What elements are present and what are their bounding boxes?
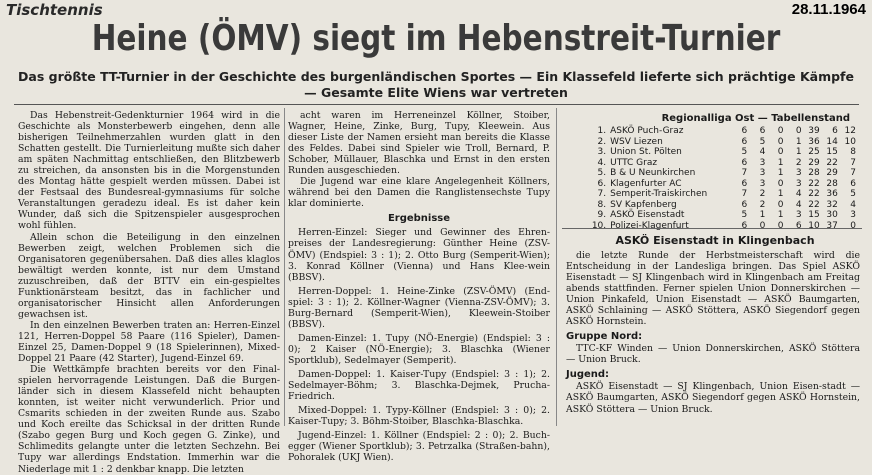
result-entry: Mixed-Doppel: 1. Typy-Köllner (Endspiel: 3 : 0); 2. Kaiser-Tupy; 3. Böhm-Stoiber, Blaschka-Blaschka. (288, 405, 550, 428)
standings-cell-p: 6 (741, 178, 748, 189)
standings-cell-rank: 7. (597, 189, 607, 199)
standings-cell-w: 6 (759, 126, 766, 136)
standings-cell-a: 37 (826, 220, 838, 231)
standings-cell-pts: 8 (850, 147, 856, 157)
standings-cell-team: Klagenfurter AC (610, 178, 682, 189)
standings-cell-l: 6 (795, 220, 802, 231)
standings-cell-a: 28 (826, 178, 838, 189)
box-rule (562, 228, 862, 229)
standings-cell-p: 6 (741, 199, 748, 210)
standings-cell-f: 29 (808, 157, 820, 168)
standings-cell-team: Semperit-Traiskirchen (610, 189, 708, 199)
standings-cell-d: 0 (777, 220, 784, 231)
paragraph: die letzte Runde der Herbstmeisterschaft wird die Entscheidung in der Landesliga bringen. Das Spiel ASKÖ Eisenstadt — SJ Klingenbach wird in Klingenbach am Freitag abends stattfinden. Ferner spielen Union Donnerskirchen — Union Pinkafeld, Union Eisenstadt — ASKÖ Baumgarten, ASKÖ Schlaining — ASKÖ Stöttera, ASKÖ Siegendorf gegen ASKÖ Hornstein. (566, 250, 860, 328)
standings-cell-w: 3 (759, 168, 766, 178)
standings-cell-l: 3 (795, 178, 802, 189)
issue-date: 28.11.1964 (791, 1, 866, 18)
result-entry: Jugend-Einzel: 1. Köllner (Endspiel: 2 : 0); 2. Buch-egger (Wiener Sportklub); 3. Petrzalka (Straßen-bahn), Pohoralek (UKJ Wien). (288, 430, 550, 464)
standings-cell-pts: 3 (850, 210, 856, 220)
standings-cell-f: 10 (808, 220, 820, 231)
standings-cell-a: 36 (826, 189, 838, 199)
standings-cell-a: 30 (826, 210, 838, 220)
paragraph: Die Wettkämpfe brachten bereits vor den Final-spielen hervorragende Leistungen. Daß die Burgen-länder sich in diesem Klassefeld nicht behaupten konnten, ist weiter nicht verwunderlich. Prior und Csmarits schieden in der zweiten Runde aus. Szabo und Koch ereilte das Schicksal in der dritten Runde (Szabo gegen Burg und Koch gegen G. Zinke), und Schlimedits gelangte unter die letzten Sechzehn. Bei Tupy war allerdings Endstation. Immerhin war die Niederlage mit 1 : 2 denkbar knapp. Die letzten (18, 364, 280, 475)
standings-cell-d: 0 (777, 126, 784, 136)
standings-cell-d: 0 (777, 199, 784, 210)
standings-cell-rank: 8. (597, 199, 607, 210)
standings-cell-l: 0 (795, 126, 802, 136)
paragraph: ASKÖ Eisenstadt — SJ Klingenbach, Union Eisen-stadt — ASKÖ Baumgarten, ASKÖ Siegendorf gegen ASKÖ Hornstein, ASKÖ Stöttera — Union Bruck. (566, 381, 860, 415)
column-1 (18, 110, 280, 475)
standings-row (588, 158, 858, 169)
standings-cell-p: 6 (741, 157, 748, 168)
result-entry: Herren-Einzel: Sieger und Gewinner des Ehren-preises der Landesregierung: Günther Heine (ZSV-ÖMV) (Endspiel: 3 : 1); 2. Otto Burg (Semperit-Wien); 3. Konrad Köllner (Vienna) und Hans Klee-wein (BBSV). (288, 227, 550, 283)
paragraph: TTC-KF Winden — Union Donnerskirchen, ASKÖ Stöttera — Union Bruck. (566, 343, 860, 366)
standings-row (588, 147, 858, 158)
standings-cell-w: 3 (759, 157, 766, 168)
standings-cell-l: 4 (795, 199, 802, 210)
standings-cell-pts: 12 (844, 126, 856, 136)
standings-cell-team: WSV Liezen (610, 136, 663, 147)
standings-cell-p: 6 (741, 220, 748, 231)
standings-cell-f: 22 (808, 189, 820, 199)
standings-cell-a: 29 (826, 168, 838, 178)
standings-cell-l: 3 (795, 168, 802, 178)
standings-cell-a: 14 (826, 136, 838, 147)
standings-cell-p: 5 (741, 210, 748, 220)
standings-cell-team: Polizei-Klagenfurt (610, 220, 689, 231)
standings-cell-f: 22 (808, 199, 820, 210)
standings-cell-l: 2 (795, 157, 802, 168)
box-headline: ASKÖ Eisenstadt in Klingenbach (615, 234, 815, 247)
column-divider (556, 108, 557, 426)
standings-cell-d: 1 (777, 157, 784, 168)
standings-cell-team: B & U Neunkirchen (610, 168, 696, 178)
standings-cell-p: 6 (741, 136, 748, 147)
standings-cell-w: 3 (759, 178, 766, 189)
standings-cell-pts: 10 (844, 136, 856, 147)
standings-cell-team: ASKÖ Puch-Graz (610, 126, 684, 136)
standings-cell-f: 39 (808, 126, 820, 136)
result-entry: Herren-Doppel: 1. Heine-Zinke (ZSV-ÖMV) (End-spiel: 3 : 1); 2. Köllner-Wagner (Vienna-ZSV-ÖMV); 3. Burg-Bernard (Semperit-Wien), Kleewein-Stoiber (BBSV). (288, 285, 550, 330)
section-kicker: Tischtennis (6, 1, 103, 19)
standings-cell-f: 15 (808, 210, 820, 220)
group-heading: Jugend: (566, 369, 610, 381)
results-heading: Ergebnisse (387, 213, 451, 225)
standings-cell-d: 1 (777, 189, 784, 199)
standings-cell-f: 36 (808, 136, 820, 147)
standings-cell-rank: 1. (597, 126, 607, 136)
standings-cell-pts: 6 (850, 178, 856, 189)
standings-title: Regionalliga Ost — Tabellenstand (661, 113, 850, 124)
standings-cell-p: 7 (741, 168, 748, 178)
article-subhead: Das größte TT-Turnier in der Geschichte des burgenländischen Sportes — Ein Klassefeld lieferte sich prächtige Kämpfe — Gesamte Elite Wiens war vertreten (18, 69, 854, 100)
standings-row (588, 210, 858, 221)
standings-cell-pts: 5 (850, 189, 856, 199)
standings-cell-a: 6 (832, 126, 838, 136)
standings-cell-a: 15 (826, 147, 838, 157)
standings-cell-p: 6 (741, 126, 748, 136)
standings-cell-d: 0 (777, 147, 784, 157)
standings-cell-team: UTTC Graz (610, 157, 658, 168)
standings-row (588, 137, 858, 148)
standings-cell-p: 5 (741, 147, 748, 157)
standings-cell-pts: 0 (850, 220, 856, 231)
standings-row (588, 126, 858, 137)
header-rule (14, 104, 859, 105)
standings-cell-rank: 4. (597, 157, 607, 168)
standings-cell-w: 0 (759, 220, 766, 231)
standings-cell-rank: 5. (597, 168, 607, 178)
standings-cell-w: 5 (759, 136, 766, 147)
standings-cell-f: 28 (808, 168, 820, 178)
standings-cell-team: SV Kapfenberg (610, 199, 677, 210)
paragraph: acht waren im Herreneinzel Köllner, Stoiber, Wagner, Heine, Zinke, Burg, Tupy, Kleewein. Aus dieser Liste der Namen ersieht man bereits die Klasse des Feldes. Dabei sind Spieler wie Troll, Bernard, P. Schober, Müllauer, Blaschka und Ernst in den ersten Runden ausgeschieden. (288, 110, 550, 177)
standings-block (588, 113, 858, 231)
standings-cell-rank: 9. (597, 210, 607, 220)
column-3 (566, 250, 860, 415)
standings-cell-l: 1 (795, 147, 802, 157)
result-entry: Damen-Einzel: 1. Tupy (NÖ-Energie) (Endspiel: 3 : 0); 2 Kaiser (NÖ-Energie); 3. Blaschka (Wiener Sportklub), Sedelmayer (Semperit). (288, 332, 550, 366)
column-2 (288, 110, 550, 466)
standings-cell-l: 4 (795, 189, 802, 199)
standings-cell-w: 4 (759, 147, 766, 157)
standings-cell-pts: 7 (850, 168, 856, 178)
standings-cell-pts: 4 (850, 199, 856, 210)
standings-cell-d: 1 (777, 168, 784, 178)
standings-cell-d: 0 (777, 136, 784, 147)
standings-cell-team: ASKÖ Eisenstadt (610, 210, 685, 220)
group-heading: Gruppe Nord: (566, 331, 643, 343)
standings-cell-rank: 2. (597, 136, 607, 147)
standings-cell-l: 1 (795, 136, 802, 147)
standings-cell-rank: 6. (597, 178, 607, 189)
standings-cell-rank: 3. (597, 147, 607, 157)
standings-row (588, 200, 858, 211)
standings-row (588, 189, 858, 200)
standings-cell-a: 32 (826, 199, 838, 210)
standings-row (588, 179, 858, 190)
standings-row (588, 221, 858, 232)
paragraph: Allein schon die Beteiligung in den einzelnen Bewerben zeigt, welchen Problemen sich die Organisatoren gegenübersahen. Daß dies alles klaglos bewältigt werden konnte, ist nur dem Umstand zuzuschreiben, daß der BTTV ein ein-gespieltes Funktionärsteam besitzt, das in fachlicher und organisatorischer Hinsicht allen Anforderungen gewachsen ist. (18, 231, 280, 320)
standings-table (588, 126, 858, 231)
standings-cell-w: 2 (759, 189, 766, 199)
standings-cell-f: 22 (808, 178, 820, 189)
standings-cell-f: 25 (808, 147, 820, 157)
standings-cell-w: 1 (759, 210, 766, 220)
result-entry: Damen-Doppel: 1. Kaiser-Tupy (Endspiel: 3 : 1); 2. Sedelmayer-Böhm; 3. Blaschka-Dejmek, Prucha-Friedrich. (288, 368, 550, 403)
standings-cell-d: 1 (777, 210, 784, 220)
paragraph: In den einzelnen Bewerben traten an: Herren-Einzel 121, Herren-Doppel 58 Paare (116 Spieler), Damen-Einzel 25, Damen-Doppel 9 (18 Spielerinnen), Mixed-Doppel 21 Paare (42 Starter), Jugend-Einzel 69. (18, 319, 280, 365)
standings-cell-l: 3 (795, 210, 802, 220)
paragraph: Das Hebenstreit-Gedenkturnier 1964 wird in die Geschichte als Monsterbewerb eingehen, denn alle bisherigen Teilnehmerzahlen wurden glatt in den Schatten gestellt. Die Turnierleitung mußte sich daher am späten Nachmittag entschließen, den Blitzbewerb zu streichen, da ansonsten bis in die Morgenstunden des Montag hätte gespielt werden müssen. Dabei ist der Festsaal des Bundesreal-gymnasiums für solche Veranstaltungen geradezu ideal. Es ist daher kein Wunder, daß sich die Spitzenspieler ausgesprochen wohl fühlen. (18, 110, 280, 232)
article-headline: Heine (ÖMV) siegt im Hebenstreit-Turnier (91, 18, 781, 59)
standings-cell-p: 7 (741, 189, 748, 199)
column-divider (284, 108, 285, 426)
standings-cell-d: 0 (777, 178, 784, 189)
standings-cell-w: 2 (759, 199, 766, 210)
standings-cell-team: Union St. Pölten (610, 147, 682, 157)
standings-cell-rank: 10. (591, 220, 607, 231)
standings-row (588, 168, 858, 179)
paragraph: Die Jugend war eine klare Angelegenheit Köllners, während bei den Damen die Ranglistensechste Tupy klar dominierte. (288, 176, 550, 210)
standings-cell-a: 22 (826, 157, 838, 168)
standings-cell-pts: 7 (850, 157, 856, 168)
